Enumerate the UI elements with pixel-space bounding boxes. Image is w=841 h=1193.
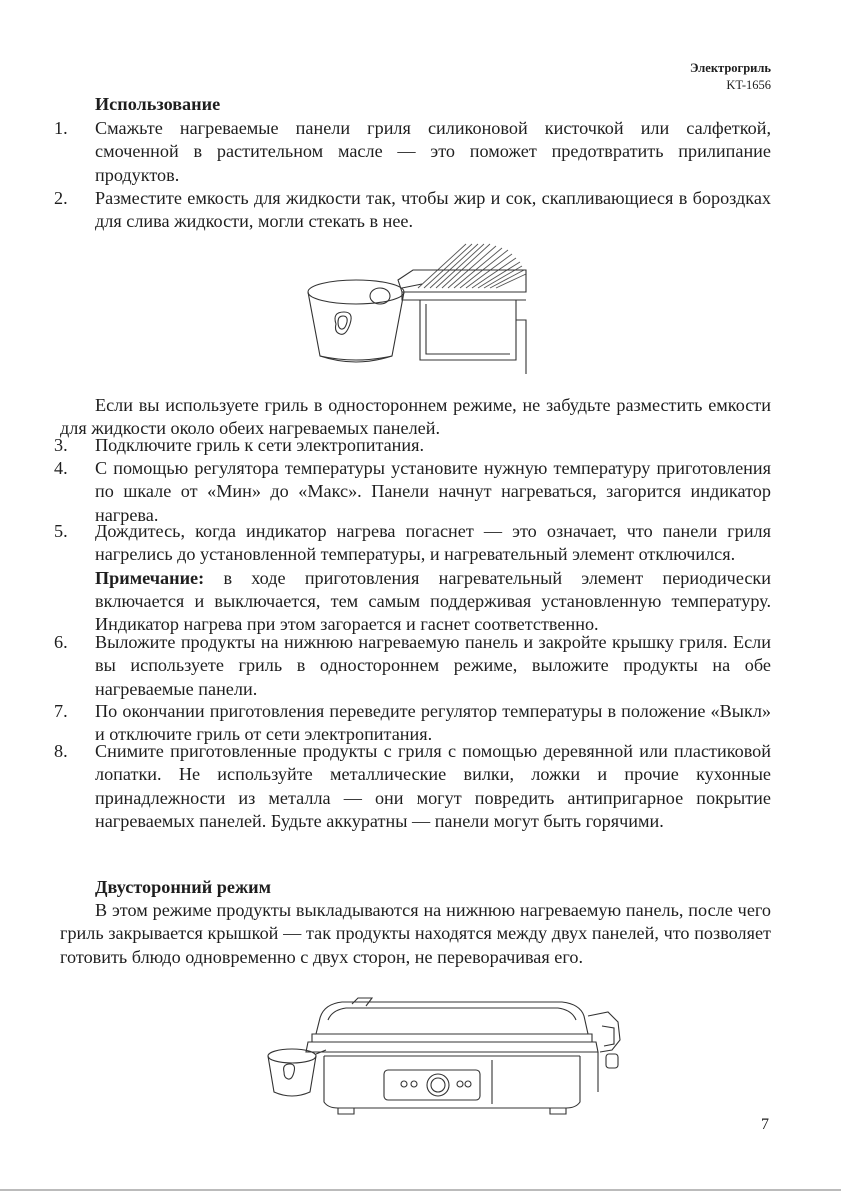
section-title-two-sided: Двусторонний режим [95,877,272,897]
header-model: KT-1656 [726,78,771,92]
closed-grill-illustration [262,996,634,1122]
note-label: Примечание: [95,567,205,588]
list-item-2 [54,187,771,234]
header-product: Электрогриль [689,61,771,75]
list-text: С помощью регулятора температуры установите нужную температуру приготовления по шкале от «Мин» до «Макс». Панели начнут нагреваться, загорится индикатор нагрева. [95,458,771,525]
list-number: 1. [54,118,68,138]
list-text: Дождитесь, когда индикатор нагрева погаснет — это означает, что панели гриля нагрелись до установленной температуры, и нагревательный элемент отключился. [95,521,771,565]
list-text: Снимите приготовленные продукты с гриля с помощью деревянной или пластиковой лопатки. Не используйте металлические вилки, ложки и прочие кухонные принадлежности из металла — они могут повредить антипригарное покрытие нагреваемых панелей. Будьте аккуратны — панели могут быть горячими. [95,741,771,831]
list-text: Разместите емкость для жидкости так, чтобы жир и сок, скапливающиеся в бороздках для слива жидкости, могли стекать в нее. [95,188,771,232]
drip-tray-illustration [298,240,528,378]
paragraph-two-sided: В этом режиме продукты выкладываются на нижнюю нагреваемую панель, после чего гриль закрывается крышкой — так продукты находятся между двух панелей, что позволяет готовить блюдо одновременно с двух сторон, не переворачивая его. [60,900,771,967]
list-number: 8. [54,741,68,761]
list-text: Смажьте нагреваемые панели гриля силиконовой кисточкой или салфеткой, смоченной в растительном масле — это поможет предотвратить прилипание продуктов. [95,118,771,185]
list-item-8 [54,740,771,833]
section-title-usage: Использование [95,94,221,114]
page-number: 7 [761,1116,769,1133]
list-text: По окончании приготовления переведите регулятор температуры в положение «Выкл» и отключите гриль от сети электропитания. [95,701,771,745]
list-number: 2. [54,188,68,208]
list-number: 5. [54,521,68,541]
list-item-6 [54,631,771,701]
list-item-3 [54,434,771,457]
list-item-1 [54,117,771,187]
list-number: 6. [54,632,68,652]
list-number: 4. [54,458,68,478]
bottom-rule [0,1189,841,1191]
list-item-4 [54,457,771,527]
list-number: 3. [54,435,68,455]
list-text: Подключите гриль к сети электропитания. [95,435,425,455]
list-number: 7. [54,701,68,721]
list-text: Выложите продукты на нижнюю нагреваемую панель и закройте крышку гриля. Если вы используете гриль в одностороннем режиме, выложите продукты на обе нагреваемые панели. [95,632,771,699]
paragraph-one-sided: Если вы используете гриль в одностороннем режиме, не забудьте разместить емкости для жидкости около обеих нагреваемых панелей. [60,395,771,439]
note-text: в ходе приготовления нагревательный элемент периодически включается и выключается, тем самым поддерживая установленную температуру. Индикатор нагрева при этом загорается и гаснет соответственно. [95,567,771,635]
list-item-5 [54,520,771,636]
